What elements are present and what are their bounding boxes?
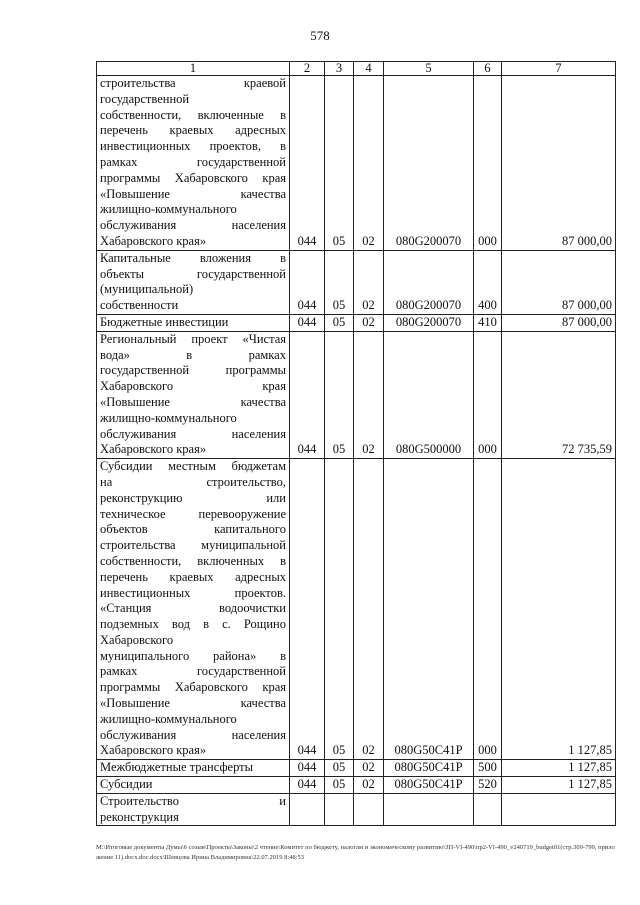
row-name-cell — [97, 760, 290, 777]
header-col-5: 5 — [384, 62, 474, 76]
row-name-line: муниципального района» в — [100, 648, 286, 663]
row-name-line: Хабаровского края» — [100, 442, 207, 457]
expense-type-cell: 400 — [474, 250, 502, 314]
row-name-cell — [97, 250, 290, 314]
amount-cell: 87 000,00 — [502, 314, 616, 331]
table-row — [97, 777, 616, 794]
subsection-code-cell: 02 — [354, 331, 384, 458]
expense-type-cell: 000 — [474, 459, 502, 760]
ministry-code-cell — [290, 793, 325, 826]
row-name-cell — [97, 459, 290, 760]
row-name-line: программы Хабаровского края — [100, 680, 286, 695]
amount-cell — [502, 793, 616, 826]
row-name-line: реконструкция — [100, 809, 179, 824]
section-code-cell: 05 — [325, 760, 354, 777]
header-col-2: 2 — [290, 62, 325, 76]
row-name-line: «Станция водоочистки — [100, 601, 286, 616]
section-code-cell: 05 — [325, 777, 354, 794]
row-name-line: обслуживания населения — [100, 218, 286, 233]
row-name-line: «Повышение качества — [100, 394, 286, 409]
header-col-3: 3 — [325, 62, 354, 76]
ministry-code-cell: 044 — [290, 331, 325, 458]
table-row — [97, 760, 616, 777]
expense-type-cell: 500 — [474, 760, 502, 777]
subsection-code-cell: 02 — [354, 314, 384, 331]
expense-type-cell: 000 — [474, 331, 502, 458]
row-name-line: на строительство, — [100, 474, 286, 489]
row-name-line: реконструкцию или — [100, 490, 286, 505]
row-name-line: строительства краевой — [100, 76, 286, 90]
row-name-line: (муниципальной) — [100, 282, 194, 297]
row-name-line: собственности — [100, 298, 179, 313]
expense-type-cell: 410 — [474, 314, 502, 331]
table-row — [97, 76, 616, 251]
section-code-cell: 05 — [325, 331, 354, 458]
subsection-code-cell: 02 — [354, 76, 384, 251]
file-path-footer: M:\Итоговые документы Думы\6 созыв\Проекты\Законы\2 чтение\Комитет по бюджету, налогам и экономическому развитию\ЗП-VI-490\пр2-VI-490_v240719_budget01(стр.309-799, приложение 11).docx.doc.docx\Шевцова Ирина Владимировна\22.07.2019 8:48:53 — [96, 844, 615, 861]
row-name-line: инвестиционных проектов, в — [100, 139, 286, 154]
table-row — [97, 459, 616, 760]
row-name-line: перечень краевых адресных — [100, 123, 286, 138]
row-name-line: объектов капитального — [100, 522, 286, 537]
header-row — [97, 62, 616, 76]
amount-cell: 72 735,59 — [502, 331, 616, 458]
header-col-7: 7 — [502, 62, 616, 76]
expense-type-cell: 000 — [474, 76, 502, 251]
row-name-line: вода» в рамках — [100, 347, 286, 362]
row-name-line: жилищно-коммунального — [100, 202, 237, 217]
subsection-code-cell — [354, 793, 384, 826]
ministry-code-cell: 044 — [290, 459, 325, 760]
amount-cell: 1 127,85 — [502, 777, 616, 794]
ministry-code-cell: 044 — [290, 760, 325, 777]
row-name-cell — [97, 777, 290, 794]
header-col-6: 6 — [474, 62, 502, 76]
section-code-cell — [325, 793, 354, 826]
ministry-code-cell: 044 — [290, 777, 325, 794]
row-name-line: Хабаровского края» — [100, 743, 207, 758]
ministry-code-cell: 044 — [290, 314, 325, 331]
row-name-line: объекты государственной — [100, 266, 286, 281]
row-name-line: Капитальные вложения в — [100, 250, 286, 265]
row-name-line: инвестиционных проектов. — [100, 585, 286, 600]
table-row — [97, 793, 616, 826]
row-name-line: «Повышение качества — [100, 696, 286, 711]
amount-cell: 1 127,85 — [502, 760, 616, 777]
subsection-code-cell: 02 — [354, 760, 384, 777]
subsection-code-cell: 02 — [354, 459, 384, 760]
ministry-code-cell: 044 — [290, 250, 325, 314]
row-name-line: Субсидии местным бюджетам — [100, 459, 286, 474]
target-article-cell: 080G50C41P — [384, 459, 474, 760]
row-name-line: подземных вод в с. Рощино — [100, 617, 286, 632]
row-name-cell — [97, 331, 290, 458]
page-number: 578 — [310, 28, 330, 43]
target-article-cell — [384, 793, 474, 826]
row-name-cell — [97, 793, 290, 826]
row-name-line: государственной программы — [100, 363, 286, 378]
header-col-1: 1 — [97, 62, 290, 76]
row-name-line: Субсидии — [100, 777, 153, 792]
row-name-line: Хабаровского — [100, 632, 174, 647]
row-name-line: техническое перевооружение — [100, 506, 286, 521]
section-code-cell: 05 — [325, 76, 354, 251]
row-name-line: строительства муниципальной — [100, 538, 286, 553]
amount-cell: 1 127,85 — [502, 459, 616, 760]
expense-type-cell: 520 — [474, 777, 502, 794]
amount-cell: 87 000,00 — [502, 250, 616, 314]
target-article-cell: 080G200070 — [384, 76, 474, 251]
row-name-cell — [97, 314, 290, 331]
section-code-cell: 05 — [325, 250, 354, 314]
ministry-code-cell: 044 — [290, 76, 325, 251]
budget-table — [96, 61, 616, 826]
row-name-line: собственности, включенные в — [100, 107, 286, 122]
row-name-line: рамках государственной — [100, 664, 286, 679]
row-name-line: программы Хабаровского края — [100, 170, 286, 185]
row-name-line: обслуживания населения — [100, 727, 286, 742]
row-name-line: перечень краевых адресных — [100, 569, 286, 584]
target-article-cell: 080G50C41P — [384, 760, 474, 777]
target-article-cell: 080G200070 — [384, 314, 474, 331]
target-article-cell: 080G500000 — [384, 331, 474, 458]
header-col-4: 4 — [354, 62, 384, 76]
row-name-line: Региональный проект «Чистая — [100, 331, 286, 346]
row-name-line: рамках государственной — [100, 154, 286, 169]
expense-type-cell — [474, 793, 502, 826]
row-name-line: Хабаровского края» — [100, 233, 207, 248]
table-row — [97, 250, 616, 314]
row-name-line: жилищно-коммунального — [100, 410, 237, 425]
amount-cell: 87 000,00 — [502, 76, 616, 251]
table-row — [97, 331, 616, 458]
row-name-cell — [97, 76, 290, 251]
row-name-line: государственной — [100, 91, 190, 106]
subsection-code-cell: 02 — [354, 777, 384, 794]
row-name-line: Строительство и — [100, 793, 286, 808]
row-name-line: Межбюджетные трансферты — [100, 760, 254, 775]
section-code-cell: 05 — [325, 459, 354, 760]
row-name-line: Бюджетные инвестиции — [100, 314, 229, 329]
table-row — [97, 314, 616, 331]
subsection-code-cell: 02 — [354, 250, 384, 314]
target-article-cell: 080G50C41P — [384, 777, 474, 794]
row-name-line: обслуживания населения — [100, 426, 286, 441]
target-article-cell: 080G200070 — [384, 250, 474, 314]
row-name-line: собственности, включенных в — [100, 553, 286, 568]
row-name-line: жилищно-коммунального — [100, 711, 237, 726]
row-name-line: «Повышение качества — [100, 186, 286, 201]
row-name-line: Хабаровского края — [100, 379, 286, 394]
section-code-cell: 05 — [325, 314, 354, 331]
